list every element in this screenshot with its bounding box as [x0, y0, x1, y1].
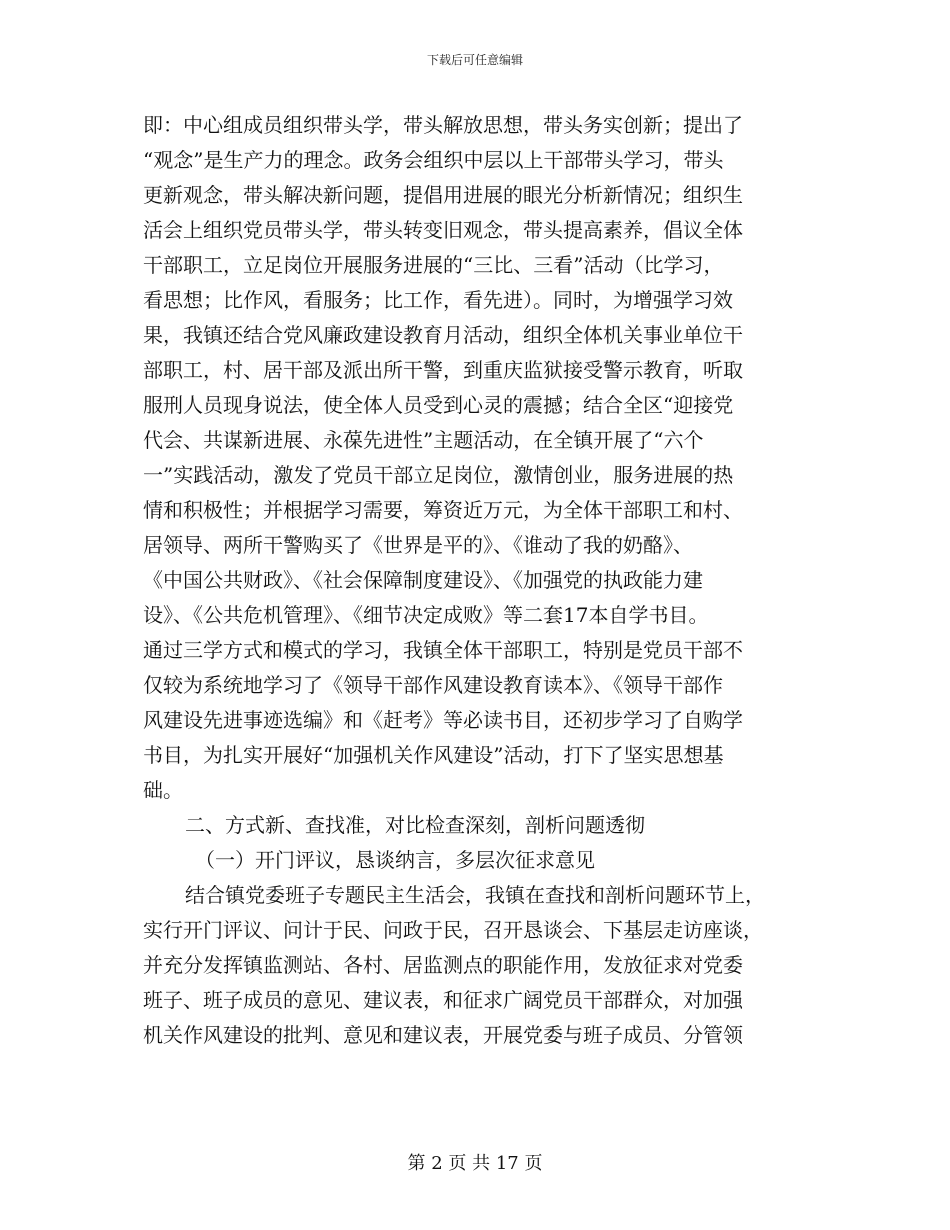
text-line: 书目，为扎实开展好“加强机关作风建设”活动，打下了坚实思想基 — [143, 743, 724, 767]
text-line: 情和积极性；并根据学习需要，筹资近万元，为全体干部职工和村、 — [143, 498, 743, 522]
text-line: 风建设先进事迹选编》和《赶考》等必读书目，还初步学习了自购学 — [143, 708, 743, 732]
section-heading: 二、方式新、查找准，对比检查深刻，剖析问题透彻 — [185, 813, 645, 837]
text-line: 一”实践活动，激发了党员干部立足岗位，激情创业，服务进展的热 — [143, 463, 734, 487]
text-line: 础。 — [143, 778, 183, 802]
text-line: 实行开门评议、问计于民、问政于民，召开恳谈会、下基层走访座谈， — [143, 918, 763, 942]
text-line: 代会、共谋新进展、永葆先进性”主题活动，在全镇开展了“六个 — [143, 428, 704, 452]
text-line: 部职工，村、居干部及派出所干警，到重庆监狱接受警示教育，听取 — [143, 358, 743, 382]
text-line: 仅较为系统地学习了《领导干部作风建设教育读本》、《领导干部作 — [143, 673, 723, 697]
subsection-heading: （一）开门评议，恳谈纳言，多层次征求意见 — [195, 848, 595, 872]
page-number: 第 2 页 共 17 页 — [407, 1153, 543, 1174]
text-line: 即：中心组成员组织带头学，带头解放思想，带头务实创新；提出了 — [143, 113, 743, 137]
page-header: 下载后可任意编辑 — [426, 53, 523, 67]
text-line: 班子、班子成员的意见、建议表，和征求广阔党员干部群众，对加强 — [143, 988, 743, 1012]
text-line: 果，我镇还结合党风廉政建设教育月活动，组织全体机关事业单位干 — [143, 323, 743, 347]
text-line: 结合镇党委班子专题民主生活会，我镇在查找和剖析问题环节上， — [185, 883, 765, 907]
text-line: 干部职工，立足岗位开展服务进展的“三比、三看”活动（比学习， — [143, 253, 724, 277]
text-line: 更新观念，带头解决新问题，提倡用进展的眼光分析新情况；组织生 — [143, 183, 743, 207]
text-line: 居领导、两所干警购买了《世界是平的》、《谁动了我的奶酪》、 — [143, 533, 693, 557]
text-line: 服刑人员现身说法，使全体人员受到心灵的震撼；结合全区“迎接党 — [143, 393, 734, 417]
text-line: 并充分发挥镇监测站、各村、居监测点的职能作用，发放征求对党委 — [143, 953, 743, 977]
text-line: 看思想；比作风，看服务；比工作，看先进）。同时，为增强学习效 — [143, 288, 733, 312]
document-body — [143, 108, 803, 1053]
text-line: 设》、《公共危机管理》、《细节决定成败》等二套17本自学书目。 — [143, 603, 709, 627]
text-line: 《中国公共财政》、《社会保障制度建设》、《加强党的执政能力建 — [143, 568, 703, 592]
text-line: “观念”是生产力的理念。政务会组织中层以上干部带头学习，带头 — [143, 148, 724, 172]
text-line: 通过三学方式和模式的学习，我镇全体干部职工，特别是党员干部不 — [143, 638, 743, 662]
text-line: 机关作风建设的批判、意见和建议表，开展党委与班子成员、分管领 — [143, 1023, 743, 1047]
text-line: 活会上组织党员带头学，带头转变旧观念，带头提高素养，倡议全体 — [143, 218, 743, 242]
